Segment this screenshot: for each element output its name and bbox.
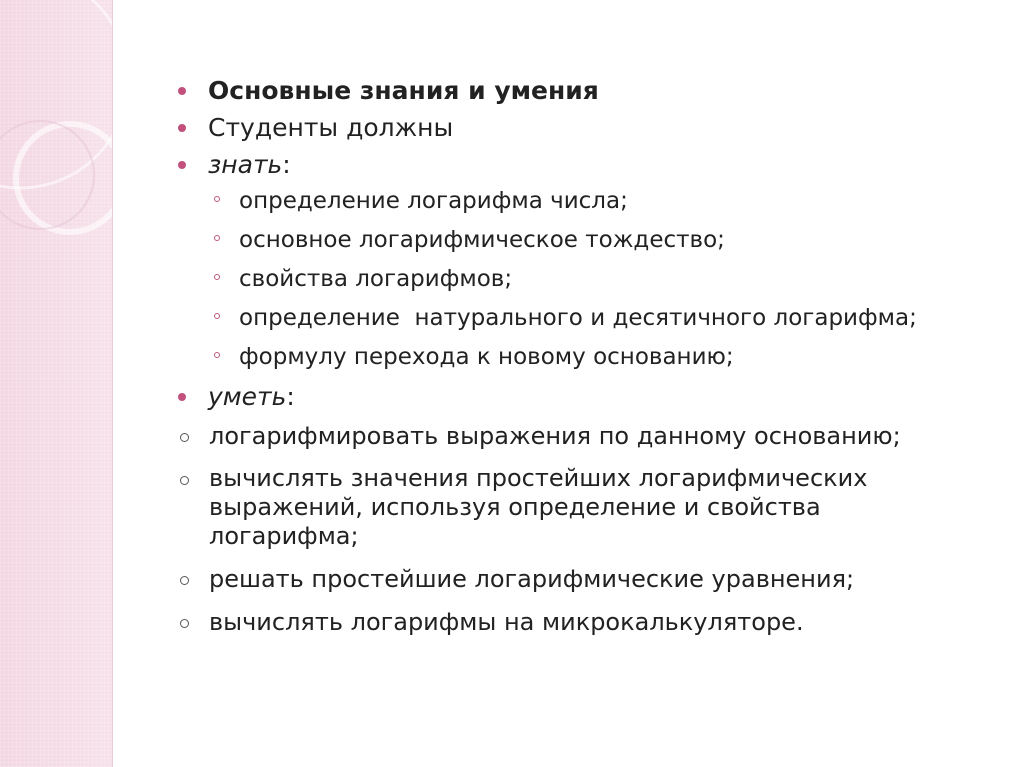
hollow-bullet — [214, 274, 220, 280]
filled-bullet — [178, 124, 186, 132]
know-label: знать — [208, 150, 283, 179]
sub-bullet-item — [178, 224, 1008, 263]
sub-bullet-text: формулу перехода к новому основанию; — [239, 344, 734, 370]
slide-content — [178, 74, 1008, 650]
decorative-circles — [0, 0, 112, 767]
hollow-bullet — [214, 352, 220, 358]
sub-bullet-text: определение натурального и десятичного логарифма; — [239, 305, 917, 331]
o-bullet-text: вычислять значения простейших логарифмических выражений, используя определение и свойства логарифма; — [209, 464, 868, 550]
filled-bullet — [178, 161, 186, 169]
filled-bullet — [178, 393, 186, 401]
o-bullet-text: логарифмировать выражения по данному основанию; — [209, 422, 901, 450]
bullet-text: Студенты должны — [208, 113, 454, 142]
filled-bullet — [178, 87, 186, 95]
sub-bullet-item — [178, 302, 1008, 341]
know-colon: : — [282, 150, 291, 179]
sub-bullet-item — [178, 341, 1008, 380]
sub-bullet-text: свойства логарифмов; — [239, 266, 513, 292]
hollow-bullet — [214, 235, 220, 241]
able-colon: : — [286, 382, 295, 411]
sub-bullet-text: основное логарифмическое тождество; — [239, 227, 725, 253]
sub-bullet-item — [178, 185, 1008, 224]
side-band-edge — [112, 0, 113, 767]
hollow-bullet — [214, 196, 220, 202]
o-bullet-item — [178, 564, 1008, 607]
o-bullet-item — [178, 607, 1008, 650]
sub-bullet-text: определение логарифма числа; — [239, 188, 628, 214]
hollow-bullet — [214, 313, 220, 319]
bullet-text — [208, 148, 1008, 182]
circle-bullet — [180, 433, 189, 442]
bullet-know — [178, 148, 1008, 185]
o-bullet-text: решать простейшие логарифмические уравнения; — [209, 565, 855, 593]
circle-bullet — [180, 576, 189, 585]
decorative-side-band — [0, 0, 112, 767]
circle-bullet — [180, 476, 189, 485]
able-label: уметь — [208, 382, 287, 411]
sub-bullet-item — [178, 263, 1008, 302]
o-bullet-item — [178, 421, 1008, 464]
bullet-main-title — [178, 74, 1008, 111]
bullet-students — [178, 111, 1008, 148]
o-bullet-text: вычислять логарифмы на микрокалькуляторе. — [209, 608, 804, 636]
circle-bullet — [180, 619, 189, 628]
bullet-text — [208, 380, 1008, 414]
bullet-able — [178, 380, 1008, 421]
bullet-text: Основные знания и умения — [208, 76, 599, 105]
o-bullet-item — [178, 464, 1008, 564]
